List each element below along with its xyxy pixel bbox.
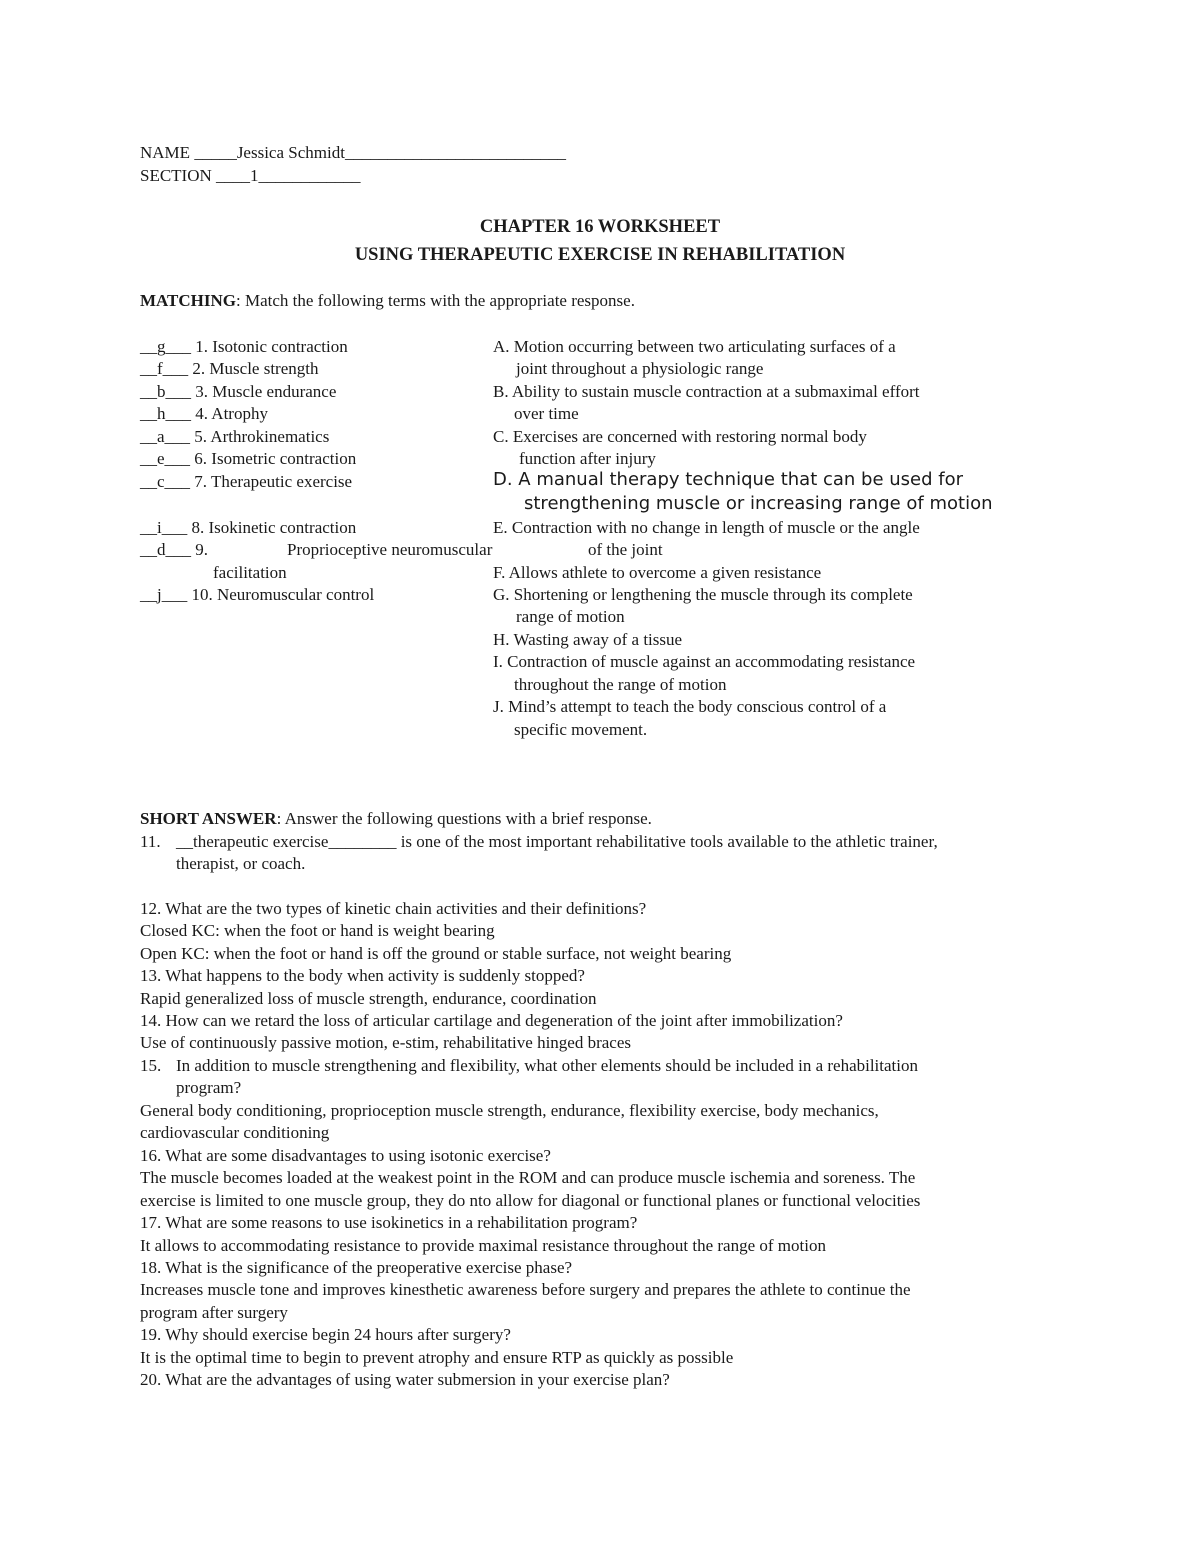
response-b-cont: over time	[514, 404, 579, 423]
question-14: 14. How can we retard the loss of articular cartilage and degeneration of the joint after immobilization?	[140, 1011, 843, 1030]
question-19: 19. Why should exercise begin 24 hours after surgery?	[140, 1325, 511, 1344]
name-value: _____Jessica Schmidt__________________________	[194, 143, 566, 162]
question-15-number: 15.	[140, 1056, 162, 1075]
question-12: 12. What are the two types of kinetic chain activities and their definitions?	[140, 899, 647, 918]
answer-13: Rapid generalized loss of muscle strength, endurance, coordination	[140, 989, 597, 1008]
response-i: I. Contraction of muscle against an accommodating resistance	[493, 652, 916, 671]
term-2: __f___ 2. Muscle strength	[140, 359, 319, 378]
answer-18-cont: program after surgery	[140, 1303, 288, 1322]
section-line	[140, 165, 361, 188]
question-15-text: In addition to muscle strengthening and flexibility, what other elements should be included in a rehabilitation	[176, 1056, 918, 1075]
question-13: 13. What happens to the body when activity is suddenly stopped?	[140, 966, 585, 985]
term-8: __i___ 8. Isokinetic contraction	[140, 518, 357, 537]
response-g-cont: range of motion	[516, 607, 625, 626]
response-b: B. Ability to sustain muscle contraction at a submaximal effort	[493, 382, 920, 401]
short-answer-heading	[140, 808, 652, 831]
response-c: C. Exercises are concerned with restoring normal body	[493, 427, 867, 446]
response-a: A. Motion occurring between two articulating surfaces of a	[493, 337, 896, 356]
question-17: 17. What are some reasons to use isokinetics in a rehabilitation program?	[140, 1213, 638, 1232]
response-a-cont: joint throughout a physiologic range	[516, 359, 764, 378]
answer-16-cont: exercise is limited to one muscle group, they do nto allow for diagonal or functional planes or functional velocities	[140, 1191, 921, 1210]
answer-12-closed: Closed KC: when the foot or hand is weight bearing	[140, 921, 495, 940]
term-3: __b___ 3. Muscle endurance	[140, 382, 337, 401]
worksheet-title: CHAPTER 16 WORKSHEET	[479, 217, 721, 237]
response-d-cont: strengthening muscle or increasing range of motion	[524, 493, 993, 514]
response-f: F. Allows athlete to overcome a given resistance	[493, 563, 822, 582]
question-15	[140, 1055, 918, 1078]
answer-18: Increases muscle tone and improves kinesthetic awareness before surgery and prepares the athlete to continue the	[140, 1280, 911, 1299]
question-11-cont: therapist, or coach.	[176, 854, 306, 873]
worksheet-subtitle: USING THERAPEUTIC EXERCISE IN REHABILITATION	[354, 245, 846, 265]
term-1: __g___ 1. Isotonic contraction	[140, 337, 348, 356]
name-label: NAME	[140, 143, 191, 162]
answer-19: It is the optimal time to begin to prevent atrophy and ensure RTP as quickly as possible	[140, 1348, 734, 1367]
answer-14: Use of continuously passive motion, e-stim, rehabilitative hinged braces	[140, 1033, 631, 1052]
response-d: D. A manual therapy technique that can be used for	[493, 469, 964, 490]
short-answer-label: SHORT ANSWER	[140, 809, 277, 828]
response-g: G. Shortening or lengthening the muscle through its complete	[493, 585, 913, 604]
section-value: ____1____________	[216, 166, 361, 185]
answer-17: It allows to accommodating resistance to provide maximal resistance throughout the range of motion	[140, 1236, 826, 1255]
answer-15: General body conditioning, proprioception muscle strength, endurance, flexibility exercise, body mechanics,	[140, 1101, 879, 1120]
name-line	[140, 142, 566, 165]
response-j: J. Mind’s attempt to teach the body conscious control of a	[493, 697, 887, 716]
term-10: __j___ 10. Neuromuscular control	[140, 585, 375, 604]
answer-12-open: Open KC: when the foot or hand is off the ground or stable surface, not weight bearing	[140, 944, 732, 963]
section-label: SECTION	[140, 166, 212, 185]
matching-instruction: : Match the following terms with the appropriate response.	[236, 291, 635, 310]
term-7: __c___ 7. Therapeutic exercise	[140, 472, 353, 491]
response-e: E. Contraction with no change in length of muscle or the angle	[493, 518, 920, 537]
matching-label: MATCHING	[140, 291, 237, 310]
question-15-cont: program?	[176, 1078, 242, 1097]
response-c-cont: function after injury	[519, 449, 656, 468]
response-e-cont: of the joint	[588, 540, 663, 559]
question-11-text: __therapeutic exercise________ is one of the most important rehabilitative tools available to the athletic trainer,	[176, 832, 938, 851]
answer-16: The muscle becomes loaded at the weakest point in the ROM and can produce muscle ischemia and soreness. The	[140, 1168, 916, 1187]
term-4: __h___ 4. Atrophy	[140, 404, 268, 423]
term-6: __e___ 6. Isometric contraction	[140, 449, 357, 468]
term-9-name-cont: facilitation	[213, 563, 287, 582]
response-h: H. Wasting away of a tissue	[493, 630, 683, 649]
short-answer-instruction: : Answer the following questions with a brief response.	[276, 809, 652, 828]
response-i-cont: throughout the range of motion	[514, 675, 727, 694]
term-9-name: Proprioceptive neuromuscular	[287, 540, 493, 559]
answer-15-cont: cardiovascular conditioning	[140, 1123, 330, 1142]
question-11	[140, 831, 938, 854]
question-11-number: 11.	[140, 832, 161, 851]
term-5: __a___ 5. Arthrokinematics	[140, 427, 330, 446]
question-20: 20. What are the advantages of using water submersion in your exercise plan?	[140, 1370, 670, 1389]
response-j-cont: specific movement.	[514, 720, 648, 739]
question-18: 18. What is the significance of the preoperative exercise phase?	[140, 1258, 573, 1277]
term-9: __d___ 9.	[140, 540, 208, 559]
question-16: 16. What are some disadvantages to using isotonic exercise?	[140, 1146, 551, 1165]
matching-heading	[140, 290, 635, 313]
